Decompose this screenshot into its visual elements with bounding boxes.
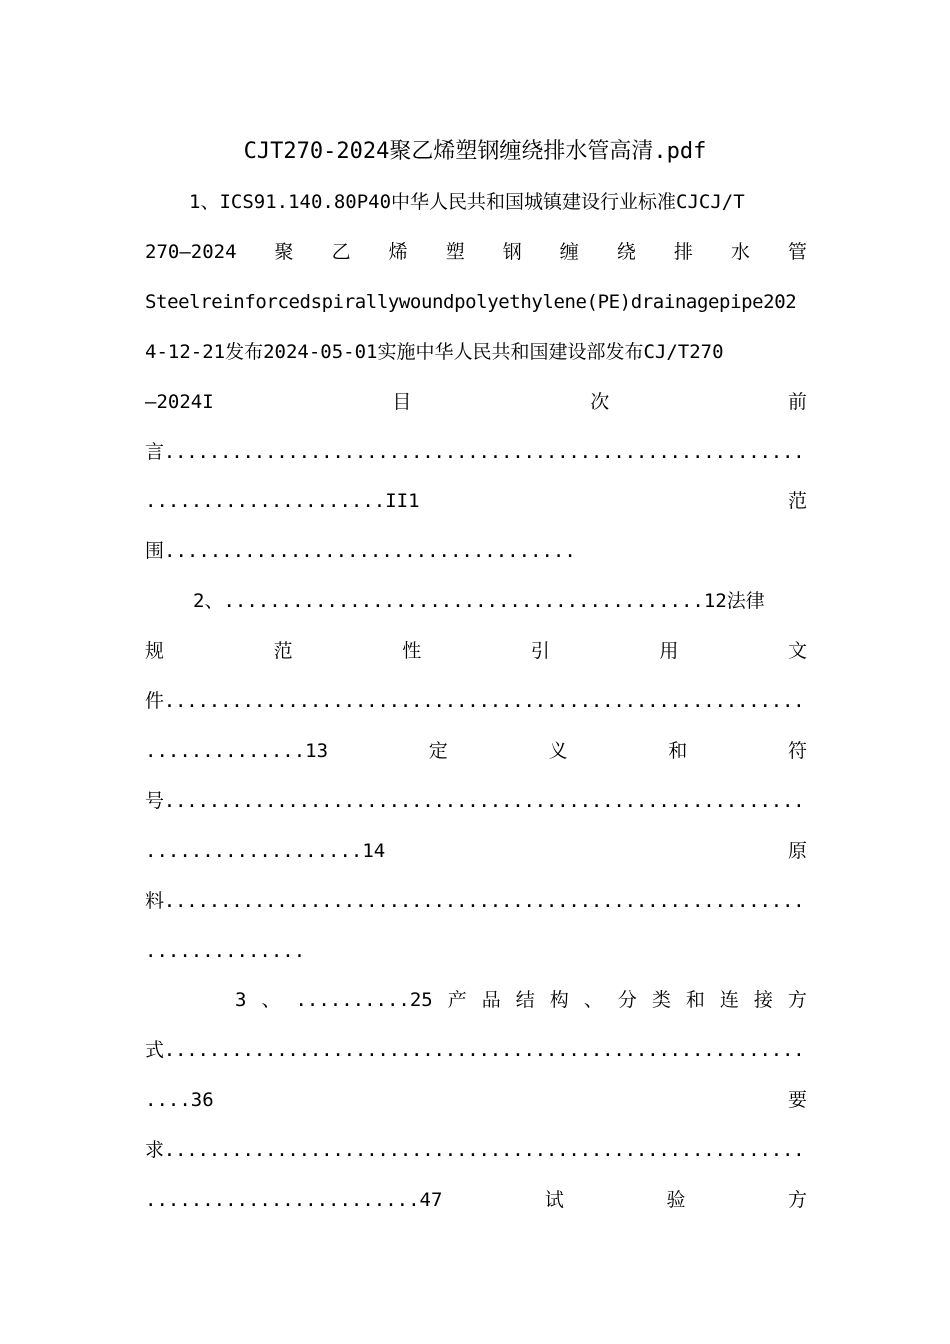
text-segment: 缠 bbox=[559, 240, 579, 263]
text-segment: 料......................................................... bbox=[145, 889, 805, 912]
text-segment: .....................II1 bbox=[145, 490, 420, 513]
text-segment: Steelreinforcedspirallywoundpolyethylene(PE)drainagepipe202 bbox=[145, 290, 797, 313]
text-line bbox=[145, 581, 807, 621]
text-segment: 270—2024 bbox=[145, 240, 237, 263]
text-segment: 用 bbox=[659, 640, 679, 663]
text-segment: 符 bbox=[787, 739, 807, 762]
text-segment: 3 bbox=[235, 989, 247, 1012]
text-segment: 求......................................................... bbox=[145, 1139, 805, 1162]
text-segment: 结 bbox=[515, 989, 535, 1012]
text-segment: 1、ICS91.140.80P40中华人民共和国城镇建设行业标准CJCJ/T bbox=[189, 191, 745, 213]
text-segment: 分 bbox=[617, 989, 637, 1012]
text-segment: ....36 bbox=[145, 1089, 214, 1112]
text-segment: 类 bbox=[651, 989, 671, 1012]
text-segment: 要 bbox=[787, 1089, 807, 1112]
text-line bbox=[145, 432, 807, 472]
text-segment: 围.................................... bbox=[145, 540, 576, 563]
text-line bbox=[145, 1080, 807, 1120]
text-segment: 目 bbox=[392, 390, 412, 413]
text-line bbox=[145, 631, 807, 671]
text-segment: 水 bbox=[730, 240, 750, 263]
text-line bbox=[145, 481, 807, 521]
text-segment: 次 bbox=[590, 390, 610, 413]
text-segment: 4-12-21发布2024-05-01实施中华人民共和国建设部发布CJ/T270 bbox=[145, 340, 724, 363]
text-segment: 方 bbox=[787, 989, 807, 1012]
text-line bbox=[145, 332, 807, 372]
text-segment: 范 bbox=[273, 640, 293, 663]
text-line bbox=[145, 881, 807, 921]
text-segment: 引 bbox=[530, 640, 550, 663]
text-line bbox=[145, 1030, 807, 1070]
text-segment: 、 bbox=[261, 989, 281, 1012]
text-line bbox=[145, 681, 807, 721]
text-segment: 、 bbox=[583, 989, 603, 1012]
text-segment: 定 bbox=[428, 739, 448, 762]
text-segment: 原 bbox=[787, 839, 807, 862]
text-line bbox=[145, 282, 807, 322]
text-line bbox=[145, 232, 807, 272]
text-segment: 号......................................................... bbox=[145, 789, 805, 812]
text-segment: 和 bbox=[668, 739, 688, 762]
text-segment: 验 bbox=[666, 1189, 686, 1211]
text-segment: 乙 bbox=[331, 240, 351, 263]
text-segment: 管 bbox=[787, 240, 807, 263]
text-segment: 文 bbox=[787, 640, 807, 663]
text-segment: 范 bbox=[787, 490, 807, 513]
text-line bbox=[145, 1130, 807, 1170]
text-segment: 性 bbox=[402, 640, 422, 663]
text-line bbox=[145, 781, 807, 821]
text-line bbox=[145, 382, 807, 422]
text-segment: 品 bbox=[481, 989, 501, 1012]
text-segment: ...................14 bbox=[145, 839, 386, 862]
text-segment: 烯 bbox=[388, 240, 408, 263]
text-line bbox=[145, 1180, 807, 1220]
text-line bbox=[145, 531, 807, 571]
text-segment: ..............13 bbox=[145, 739, 329, 762]
text-segment: 言......................................................... bbox=[145, 440, 805, 463]
text-segment: ..........25 bbox=[295, 989, 433, 1012]
text-segment: 排 bbox=[673, 240, 693, 263]
text-segment: 2、..........................................12法律 bbox=[193, 590, 765, 613]
text-segment: .............. bbox=[145, 939, 306, 962]
document-title: CJT270-2024聚乙烯塑钢缠绕排水管高清.pdf bbox=[243, 139, 707, 164]
text-line bbox=[145, 831, 807, 871]
text-segment: 件......................................................... bbox=[145, 690, 805, 712]
text-segment: 构 bbox=[549, 989, 569, 1012]
text-segment: 产 bbox=[447, 989, 467, 1012]
text-segment: 和 bbox=[685, 989, 705, 1012]
text-line bbox=[145, 980, 807, 1020]
text-line bbox=[145, 731, 807, 771]
text-segment: 方 bbox=[787, 1189, 807, 1211]
text-segment: 前 bbox=[787, 390, 807, 413]
text-segment: ........................47 bbox=[145, 1189, 443, 1211]
text-segment: 塑 bbox=[445, 240, 465, 263]
text-segment: 式......................................................... bbox=[145, 1039, 805, 1062]
text-segment: 连 bbox=[719, 989, 739, 1012]
text-line bbox=[145, 182, 807, 222]
text-segment: 规 bbox=[145, 640, 165, 663]
text-segment: 聚 bbox=[274, 240, 294, 263]
text-segment: 义 bbox=[548, 739, 568, 762]
text-line bbox=[145, 931, 807, 971]
text-segment: 接 bbox=[753, 989, 773, 1012]
text-segment: 钢 bbox=[502, 240, 522, 263]
text-segment: 试 bbox=[544, 1189, 564, 1211]
text-segment: —2024I bbox=[145, 390, 214, 413]
text-segment: 绕 bbox=[616, 240, 636, 263]
